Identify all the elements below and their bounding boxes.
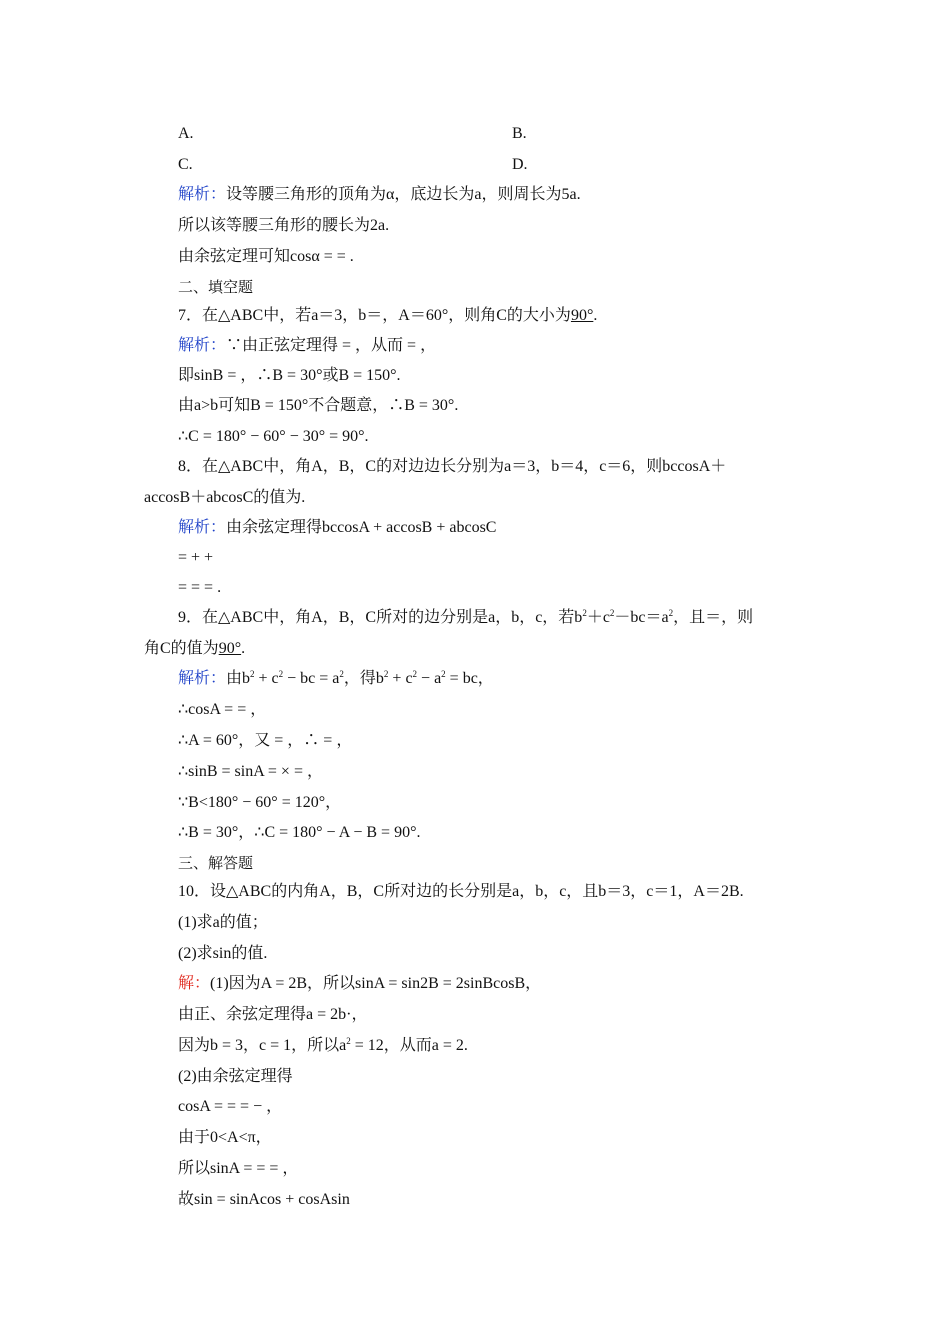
q10-solution-line1: 解：(1)因为A = 2B，所以sinA = sin2B = 2sinBcosB， — [178, 975, 542, 992]
option-a: A. — [178, 125, 194, 142]
q9-answer: 90° — [218, 640, 242, 657]
q8-solution-line2: = + + — [178, 549, 214, 566]
q10-stem: 10．设△ABC的内角A，B，C所对边的长分别是a，b，c，且b＝3，c＝1，A＝2B. — [178, 883, 744, 900]
q9-solution-line1: 解析：由$b^2 + c^2$ − bc = $a^2$，得$b^2 + c^2 - a^2$ = bc， — [178, 669, 494, 687]
q10-solution-line8: 故sin = sinAcos + cosAsin — [178, 1191, 350, 1208]
q10-part2: (2)求sin的值. — [178, 945, 268, 962]
q8-solution-line3: = = = . — [178, 579, 222, 596]
section-heading-fill-blank: 二、填空题 — [178, 278, 254, 296]
q9-stem-line1: 9．在△ABC中，角A，B，C所对的边分别是a，b，c，若$b^2+c^2-bc=a^2$，且＝，则 — [178, 608, 754, 626]
q9-stem-line2: 角C的值为90°. — [144, 640, 246, 657]
q9-solution-line4: ∴sinB = sinA = × = ， — [178, 763, 323, 780]
q6-solution-line3: 由余弦定理可知cosα = = . — [178, 248, 354, 265]
q10-solution-line4: (2)由余弦定理得 — [178, 1068, 293, 1085]
q10-solution-line7: 所以sinA = = = ， — [178, 1160, 299, 1177]
q7-solution-line1: 解析：∵由正弦定理得 = ，从而 = ， — [178, 337, 437, 354]
q9-solution-line3: ∴A = 60°，又 = ，∴ = ， — [178, 732, 353, 749]
q8-stem-line2: accosB＋abcosC的值为. — [144, 489, 306, 506]
q9-solution-line5: ∵B<180° − 60° = 120°， — [178, 794, 342, 811]
q7-solution-line3: 由a>b可知B = 150°不合题意，∴B = 30°. — [178, 397, 459, 414]
q6-solution-line1: 解析：设等腰三角形的顶角为α，底边长为a，则周长为5a. — [178, 186, 581, 203]
q10-solution-line2: 由正、余弦定理得a = 2b·， — [178, 1006, 368, 1023]
option-d: D. — [512, 156, 528, 173]
q8-solution-line1: 解析：由余弦定理得bccosA + accosB + abcosC — [178, 519, 497, 536]
solution-label: 解析： — [178, 519, 227, 536]
q8-stem-line1: 8．在△ABC中，角A，B，C的对边边长分别为a＝3，b＝4，c＝6，则bccosA＋ — [178, 458, 727, 475]
q9-solution-line6: ∴B = 30°，∴C = 180° − A − B = 90°. — [178, 824, 421, 841]
solution-label: 解析： — [178, 186, 227, 203]
q6-solution-line2: 所以该等腰三角形的腰长为2a. — [178, 217, 390, 234]
solution-label: 解析： — [178, 670, 227, 687]
option-b: B. — [512, 125, 527, 142]
q10-solution-line6: 由于0<A<π， — [178, 1129, 272, 1146]
q10-part1: (1)求a的值； — [178, 914, 268, 931]
q7-solution-line4: ∴C = 180° − 60° − 30° = 90°. — [178, 428, 369, 445]
q7-solution-line2: 即sinB = ，∴B = 30°或B = 150°. — [178, 367, 401, 384]
solution-label: 解： — [178, 975, 211, 992]
q10-solution-line5: cosA = = = − ， — [178, 1098, 283, 1115]
q9-solution-line2: ∴cosA = = ， — [178, 701, 267, 718]
option-c: C. — [178, 156, 193, 173]
q7-stem: 7．在△ABC中，若a＝3，b＝，A＝60°，则角C的大小为90°. — [178, 307, 598, 324]
q10-solution-line3: 因为b = 3，c = 1，所以$a^2 = 12$，从而a = 2. — [178, 1036, 468, 1054]
solution-label: 解析： — [178, 337, 227, 354]
section-heading-answer: 三、解答题 — [178, 854, 254, 872]
q7-answer: 90° — [570, 307, 594, 324]
